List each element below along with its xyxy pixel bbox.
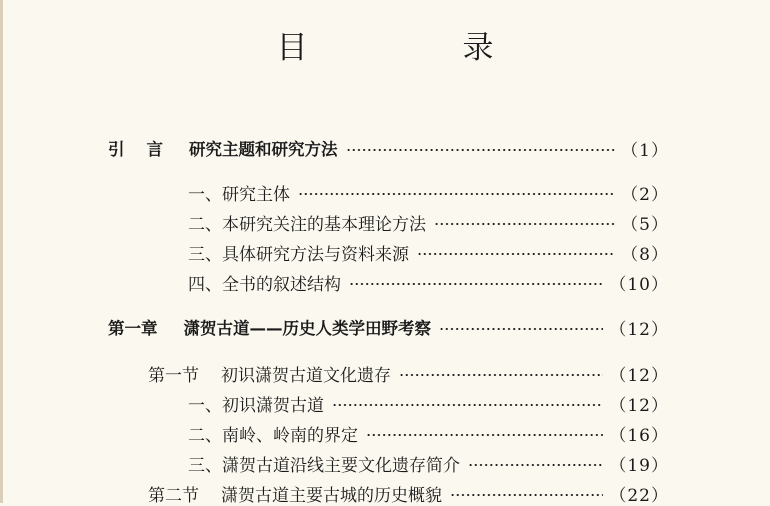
toc-entry-title: 二、南岭、岭南的界定 (188, 425, 358, 446)
toc-page-number: （5） (621, 214, 669, 235)
toc-entry-item[interactable] (188, 421, 669, 445)
toc-entry-title: 一、初识潇贺古道 (188, 395, 324, 416)
toc-prefix-part: 引 (108, 140, 125, 159)
toc-page-number: （19） (609, 455, 669, 476)
toc-entry-title: 初识潇贺古道文化遗存 (221, 365, 391, 386)
toc-entry-title: 三、潇贺古道沿线主要文化遗存简介 (188, 455, 460, 476)
toc-entry-title: 二、本研究关注的基本理论方法 (188, 214, 426, 235)
page-left-edge (0, 0, 3, 503)
dot-leader (332, 404, 603, 406)
dot-leader (439, 328, 603, 330)
toc-prefix-part: 言 (146, 140, 163, 159)
toc-entry-chapter[interactable] (108, 315, 669, 339)
toc-page-number: （2） (621, 184, 669, 205)
toc-page-number: （12） (609, 365, 669, 386)
toc-page-number: （12） (609, 319, 669, 340)
toc-entry-title: 三、具体研究方法与资料来源 (188, 244, 409, 265)
toc-entry-label (148, 481, 442, 506)
dot-leader (298, 193, 615, 195)
toc-entry-title: 研究主题和研究方法 (189, 140, 338, 159)
toc-page-number: （16） (609, 425, 669, 446)
dot-leader (434, 223, 615, 225)
section-number: 第一节 (148, 365, 199, 386)
toc-entry-item[interactable] (188, 210, 669, 234)
toc-entry-label (108, 136, 338, 160)
dot-leader (346, 149, 616, 151)
toc-page-number: （8） (621, 244, 669, 265)
toc-entry-item[interactable] (188, 270, 669, 294)
toc-entry-section[interactable] (148, 361, 669, 385)
toc-entry-label (148, 361, 391, 386)
dot-leader (349, 283, 603, 285)
dot-leader (417, 253, 615, 255)
page-title: 目 录 (276, 30, 556, 66)
dot-leader (450, 494, 603, 496)
toc-entry-item[interactable] (188, 240, 669, 264)
toc-entry-item[interactable] (188, 391, 669, 415)
toc-entry-title: 潇贺古道主要古城的历史概貌 (221, 485, 442, 506)
toc-entry-item[interactable] (188, 451, 669, 475)
toc-page-number: （22） (609, 485, 669, 506)
toc-entry-intro[interactable] (108, 136, 669, 160)
chapter-number: 第一章 (108, 319, 158, 338)
dot-leader (366, 434, 603, 436)
toc-page-number: （12） (609, 395, 669, 416)
toc-page-number: （1） (621, 140, 669, 161)
toc-entry-section[interactable] (148, 481, 669, 505)
toc-page-number: （10） (609, 274, 669, 295)
toc-entry-item[interactable] (188, 180, 669, 204)
dot-leader (399, 374, 603, 376)
toc-entry-label (108, 315, 431, 339)
dot-leader (468, 464, 603, 466)
toc-entry-title: 四、全书的叙述结构 (188, 274, 341, 295)
section-number: 第二节 (148, 485, 199, 506)
toc-entry-title: 潇贺古道——历史人类学田野考察 (183, 319, 431, 338)
toc-entry-title: 一、研究主体 (188, 184, 290, 205)
